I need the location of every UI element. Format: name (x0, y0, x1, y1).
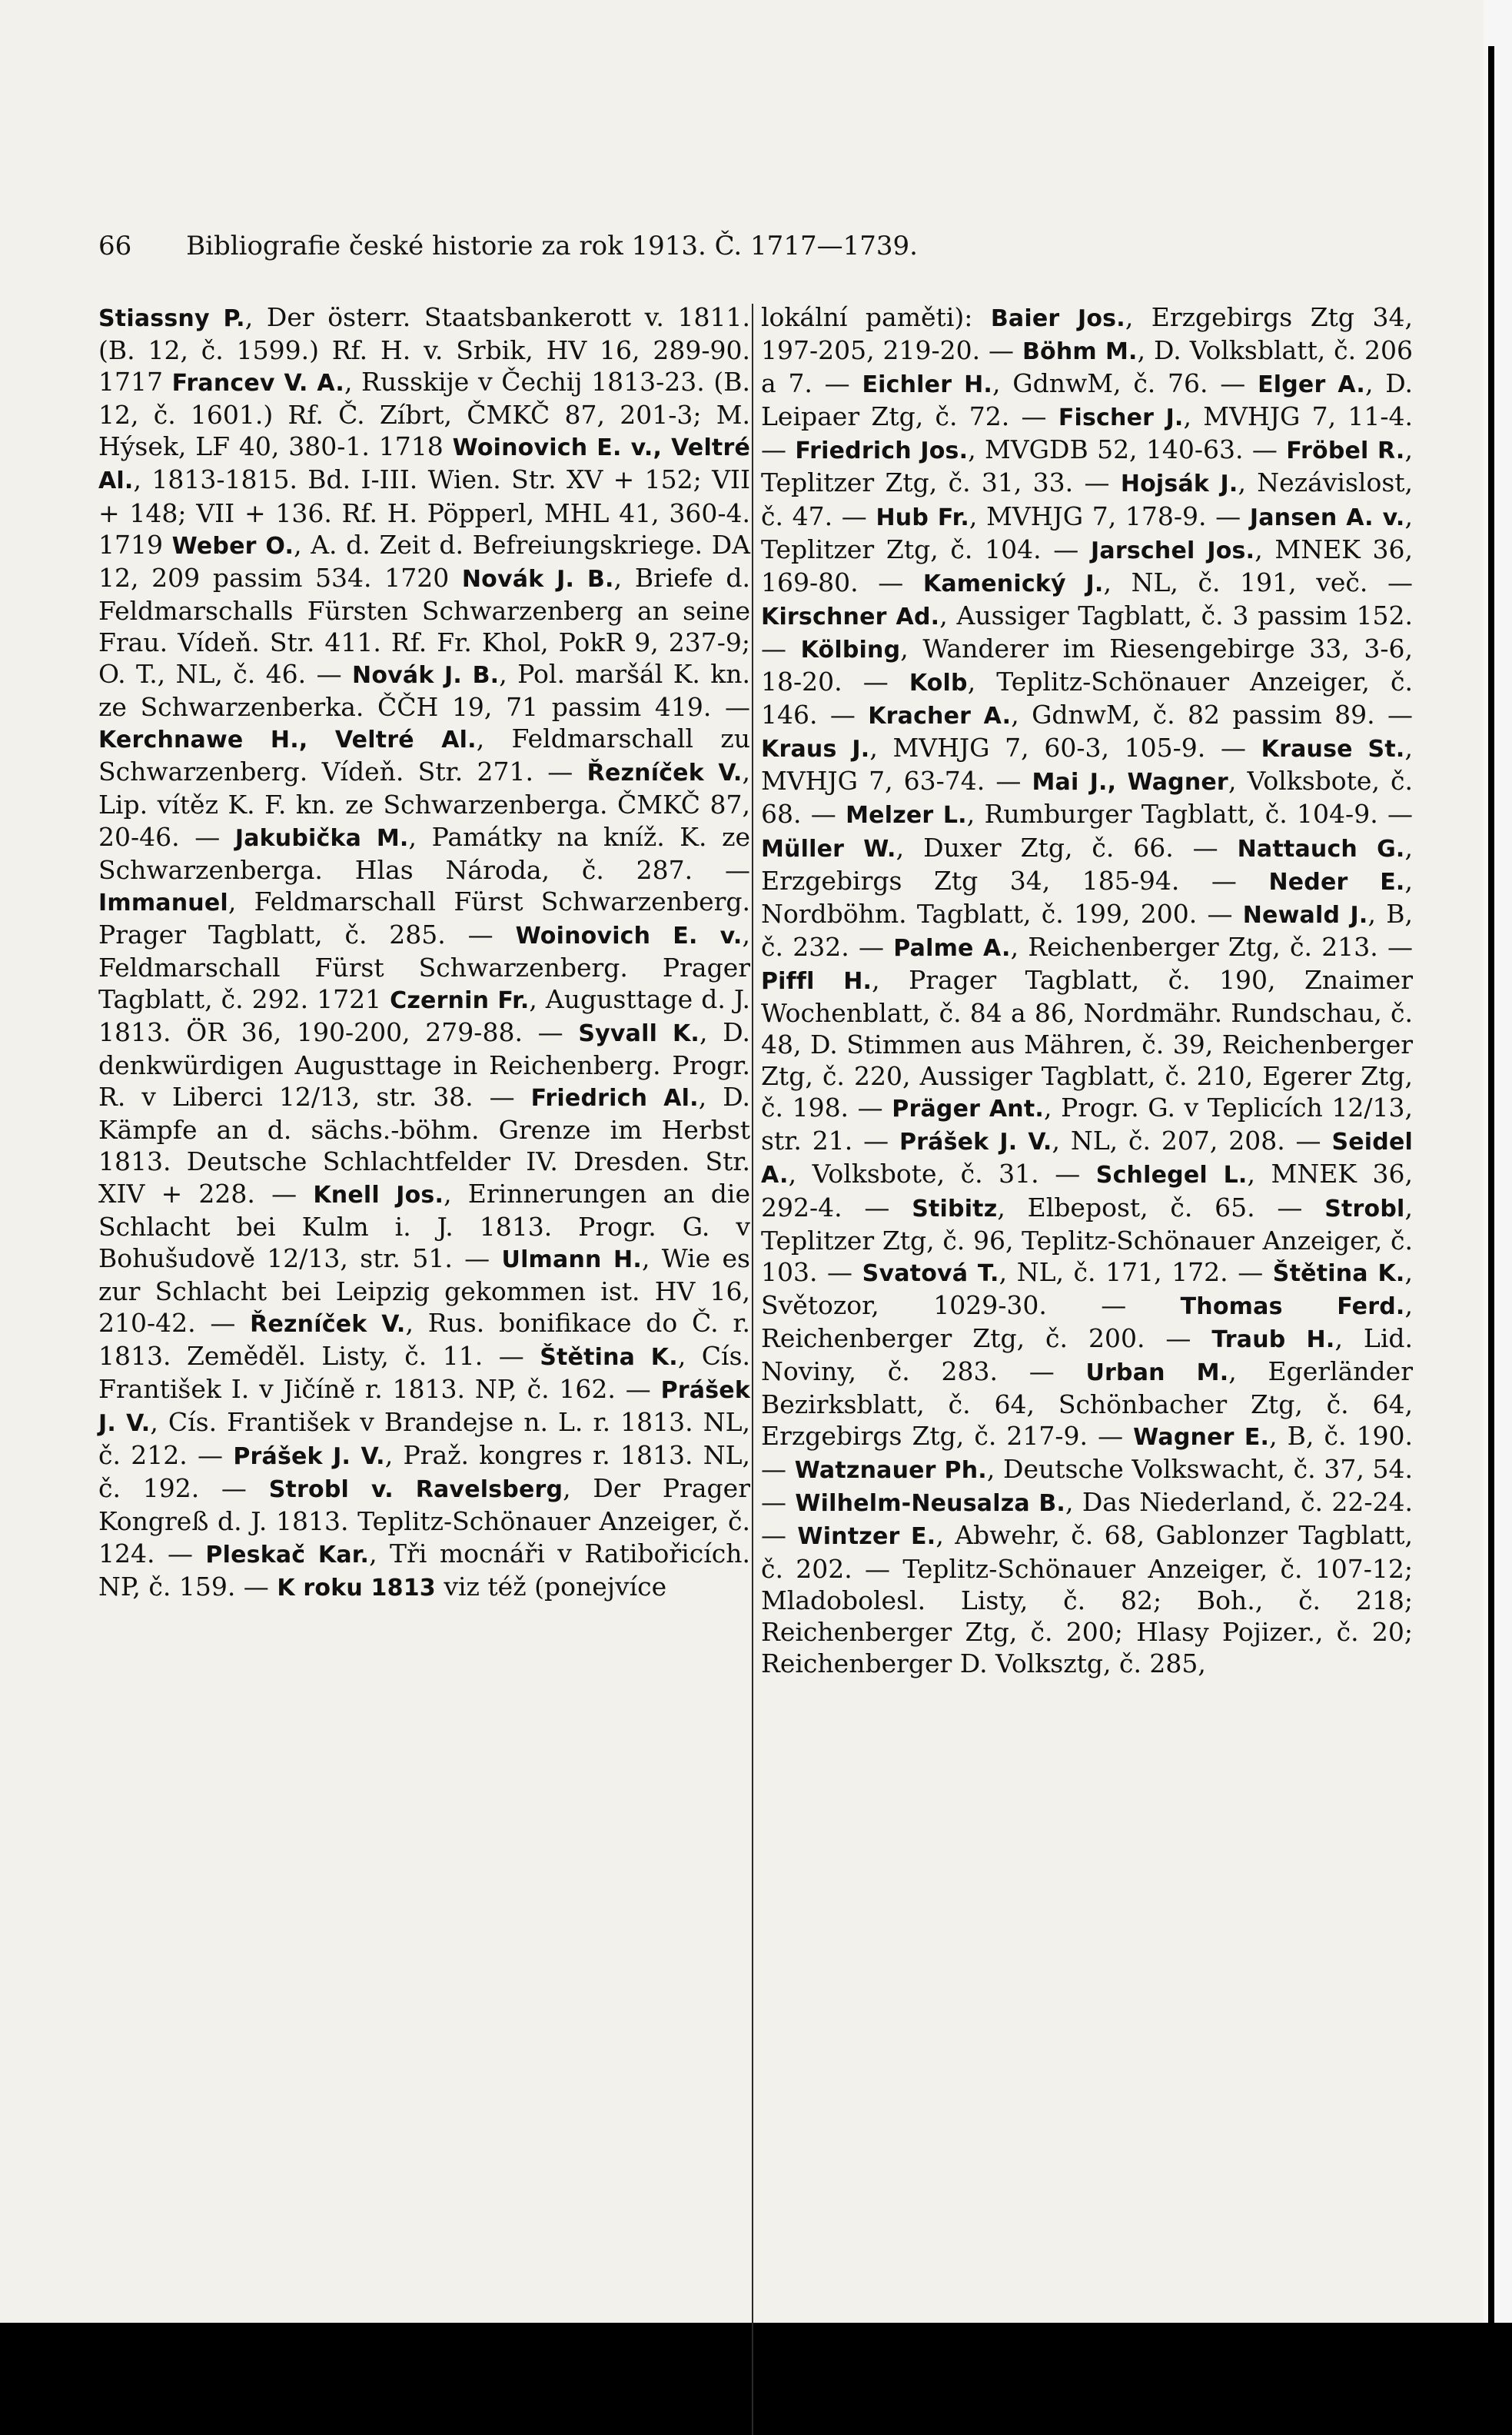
entry-author: Melzer L. (846, 802, 967, 830)
entry-citation: , D. Volksblatt, č. 206 a 7. — (761, 335, 1413, 399)
entry-author: Watznauer Ph. (794, 1457, 987, 1485)
entry-citation: , Lip. vítěz K. F. kn. ze Schwarzenberga. ČMKČ 87, 20-46. — (98, 757, 750, 852)
entry-author: Štětina K. (1272, 1259, 1405, 1287)
entry-citation: , Volksbote, č. 68. — (761, 766, 1414, 830)
entry-citation: , GdnwM, č. 82 passim 89. — (1011, 700, 1414, 730)
entry-author: Weber O. (171, 532, 294, 560)
entry-citation: , Volksbote, č. 31. — (788, 1159, 1081, 1189)
entry-author: Friedrich Al. (530, 1085, 699, 1113)
entry-citation: , Augusttage d. J. 1813. ÖR 36, 190-200, 279-88. — (98, 983, 750, 1048)
scan-edge-line (1488, 46, 1494, 2323)
entry-citation: , Erinnerungen an die Schlacht bei Kulm i. J. 1813. Progr. G. v Bohušudově 12/13, str. 51. — (98, 1178, 750, 1273)
entry-author: Kamenický J. (922, 570, 1104, 597)
entry-author: Fischer J. (1058, 404, 1184, 432)
entry-author: Kerchnawe H., Veltré Al. (98, 727, 477, 754)
entry-citation: , MNEK 36, 292-4. — (761, 1159, 1413, 1222)
entry-author: Řezníček V. (587, 760, 743, 787)
entry-author: Woinovich E. v., Veltré Al. (98, 434, 751, 495)
entry-citation: , Teplitz-Schönauer Anzeiger, č. 146. — (761, 667, 1413, 730)
entry-citation: , MVHJG 7, 11-4. — (761, 401, 1413, 465)
entry-citation: , Feldmarschall zu Schwarzenberg. Vídeň. Str. 271. — (98, 724, 750, 787)
entry-citation: , Praž. kongres r. 1813. NL, č. 192. — (98, 1440, 750, 1504)
entry-citation: , Wie es zur Schlacht bei Leipzig gekommen ist. HV 16, 210-42. — (98, 1242, 750, 1338)
entry-citation: , Památky na kníž. K. ze Schwarzenberga. Hlas Národa, č. 287. — (98, 821, 750, 885)
entry-citation: , 1813-1815. Bd. I-III. Wien. Str. XV + 152; VII + 148; VII + 136. Rf. H. Pöpperl, MHL 41, 360-4. 1719 (98, 464, 750, 560)
entry-citation: , Cís. František I. v Jičíně r. 1813. NP, č. 162. — (98, 1341, 751, 1405)
entry-author: Syvall K. (578, 1020, 700, 1048)
entry-author: Urban M. (1085, 1359, 1229, 1386)
entry-author: Řezníček V. (250, 1310, 406, 1338)
entry-author: Svatová T. (862, 1259, 999, 1287)
entry-author: Schlegel L. (1095, 1162, 1248, 1189)
entry-citation: , B, č. 232. — (761, 898, 1413, 962)
entry-citation: , Prager Tagblatt, č. 190, Znaimer Wochenblatt, č. 84 a 86, Nordmähr. Rundschau, č. 48, D. Stimmen aus Mähren, č. 39, Reichenberger Ztg, č. 220, Aussiger Tagblatt, č. 210, Egerer Ztg, č. 198. — (761, 964, 1413, 1123)
running-title: Bibliografie české historie za rok 1913. Č. 1717—1739. (186, 231, 918, 261)
left-column-text (98, 301, 750, 1604)
entry-citation: , GdnwM, č. 76. — (992, 368, 1246, 399)
entry-author: Strobl (1324, 1195, 1405, 1222)
entry-citation: , Der österr. Staatsbankerott v. 1811. (B. 12, č. 1599.) Rf. H. v. Srbik, HV 16, 289-90. 1717 (98, 302, 750, 398)
entry-citation: lokální paměti): (761, 302, 991, 332)
entry-author: Wilhelm-Neusalza B. (795, 1490, 1065, 1518)
entry-author: Stibitz (912, 1195, 998, 1222)
entry-citation: , D. Leipaer Ztg, č. 72. — (761, 368, 1413, 432)
entry-author: Strobl v. Ravelsberg (268, 1476, 563, 1504)
entry-author: Müller W. (761, 835, 896, 863)
entry-citation: , Teplitzer Ztg, č. 104. — (761, 501, 1414, 564)
entry-author: Woinovich E. v. (515, 922, 743, 950)
entry-citation: , MNEK 36, 169-80. — (761, 534, 1414, 597)
entry-author: Francev V. A. (171, 370, 344, 398)
entry-citation: , Teplitzer Ztg, č. 96, Teplitz-Schönauer Anzeiger, č. 103. — (761, 1192, 1413, 1287)
page-number: 66 (98, 231, 132, 261)
entry-author: Wagner E. (1133, 1424, 1270, 1452)
entry-citation: , B, č. 190. — (761, 1421, 1414, 1485)
entry-citation: , MVHJG 7, 178-9. — (969, 501, 1241, 531)
column-divider (752, 304, 753, 2435)
entry-citation: , Progr. G. v Teplicích 12/13, str. 21. — (761, 1093, 1413, 1156)
entry-author: Novák J. B. (352, 662, 500, 690)
entry-citation: , D. Kämpfe an d. sächs.-böhm. Grenze im Herbst 1813. Deutsche Schlachtfelder IV. Dresden. Str. XIV + 228. — (98, 1082, 750, 1209)
entry-citation: , Feldmarschall Fürst Schwarzenberg. Prager Tagblatt, č. 285. — (98, 886, 750, 950)
entry-citation: , Nezávislost, č. 47. — (761, 467, 1414, 531)
entry-citation: , Feldmarschall Fürst Schwarzenberg. Prager Tagblatt, č. 292. 1721 (98, 919, 750, 1014)
entry-author: Štětina K. (540, 1344, 678, 1371)
entry-author: Traub H. (1211, 1326, 1335, 1353)
entry-author: Präger Ant. (892, 1096, 1044, 1123)
entry-citation: , NL, č. 171, 172. — (999, 1256, 1264, 1287)
right-column (761, 301, 1413, 1679)
entry-author: Kracher A. (868, 703, 1012, 730)
entry-citation: , Der Prager Kongreß d. J. 1813. Teplitz-Schönauer Anzeiger, č. 124. — (98, 1473, 750, 1568)
entry-author: Mai J., Wagner (1032, 769, 1228, 797)
entry-author: Czernin Fr. (390, 986, 530, 1014)
entry-author: Piffl H. (761, 967, 872, 995)
entry-citation: , NL, č. 207, 208. — (1052, 1126, 1321, 1156)
entry-author: Knell Jos. (313, 1181, 444, 1209)
entry-author: Böhm M. (1022, 338, 1138, 366)
entry-author: Thomas Ferd. (1180, 1292, 1405, 1320)
entry-citation: , Erzgebirgs Ztg 34, 197-205, 219-20. — (761, 302, 1413, 366)
entry-author: Newald J. (1242, 901, 1368, 929)
entry-author: Palme A. (893, 934, 1011, 962)
entry-citation: viz též (ponejvíce (435, 1571, 667, 1602)
entry-author: Prášek J. V. (98, 1377, 750, 1438)
right-column-text (761, 301, 1413, 1679)
entry-author: Elger A. (1258, 371, 1365, 399)
entry-citation: , MVGDB 52, 140-63. — (968, 434, 1278, 465)
entry-author: Krause St. (1261, 736, 1405, 763)
entry-citation: , Cís. František v Brandejse n. L. r. 1813. NL, č. 212. — (98, 1407, 750, 1471)
entry-citation: , NL, č. 191, več. — (1103, 567, 1414, 597)
page-header (98, 231, 1328, 277)
entry-author: Seidel A. (761, 1129, 1413, 1189)
entry-author: Neder E. (1268, 868, 1405, 896)
entry-author: Ulmann H. (501, 1246, 642, 1273)
entry-citation: , Wanderer im Riesengebirge 33, 3-6, 18-20. — (761, 633, 1413, 697)
entry-author: Stiassny P. (98, 305, 245, 332)
entry-citation: , Teplitzer Ztg, č. 31, 33. — (761, 434, 1413, 498)
entry-author: Prášek J. V. (899, 1129, 1052, 1156)
entry-citation: , Duxer Ztg, č. 66. — (896, 832, 1218, 863)
entry-citation: , MVHJG 7, 60-3, 105-9. — (869, 733, 1246, 763)
entry-citation: , A. d. Zeit d. Befreiungskriege. DA 12, 209 passim 534. 1720 (98, 529, 750, 593)
entry-citation: , Das Niederland, č. 22-24. — (761, 1487, 1414, 1551)
entry-citation: , Russkije v Čechij 1813-23. (B. 12, č. 1601.) Rf. Č. Zíbrt, ČMKČ 87, 201-3; M. Hýsek, LF 40, 380-1. 1718 (98, 367, 750, 462)
entry-author: Eichler H. (862, 371, 993, 399)
entry-citation: , Lid. Noviny, č. 283. — (761, 1322, 1413, 1386)
entry-author: Nattauch G. (1237, 835, 1405, 863)
entry-author: Prášek J. V. (233, 1443, 385, 1471)
entry-citation: , D. denkwürdigen Augusttage in Reichenberg. Progr. R. v Liberci 12/13, str. 38. — (98, 1017, 750, 1113)
entry-author: Baier Jos. (990, 305, 1125, 332)
entry-author: Kolb (909, 670, 968, 697)
entry-citation: , Deutsche Volkswacht, č. 37, 54. — (761, 1454, 1413, 1518)
entry-author: Friedrich Jos. (795, 437, 969, 465)
entry-author: Jakubička M. (234, 824, 409, 852)
entry-citation: , Briefe d. Feldmarschalls Fürsten Schwarzenberg an seine Frau. Vídeň. Str. 411. Rf. Fr. Khol, PokR 9, 237-9; O. T., NL, č. 46. — (98, 562, 750, 690)
entry-citation: , Reichenberger Ztg, č. 213. — (1010, 931, 1413, 962)
entry-citation: , Erzgebirgs Ztg 34, 185-94. — (761, 832, 1413, 896)
entry-author: Jansen A. v. (1249, 504, 1405, 531)
entry-author: Wintzer E. (797, 1523, 936, 1551)
entry-citation: , Tři mocnáři v Ratibořicích. NP, č. 159. — (98, 1538, 751, 1602)
entry-author: Kraus J. (761, 736, 870, 763)
entry-citation: , Abwehr, č. 68, Gablonzer Tagblatt, č. 202. — Teplitz-Schönauer Anzeiger, č. 107-12; Mladobolesl. Listy, č. 82; Boh., č. 218; Reichenberger Ztg, č. 200; Hlasy Pojizer., č. 20; Reichenberger D. Volksztg, č. 285, (761, 1520, 1414, 1678)
entry-author: Pleskač Kar. (205, 1541, 370, 1568)
entry-citation: , Rumburger Tagblatt, č. 104-9. — (966, 799, 1413, 830)
entry-citation: , Pol. maršál K. kn. ze Schwarzenberka. ČČH 19, 71 passim 419. — (98, 659, 750, 723)
entry-author: Novák J. B. (461, 565, 614, 593)
entry-citation: , Nordböhm. Tagblatt, č. 199, 200. — (761, 865, 1413, 929)
entry-citation: , Egerländer Bezirksblatt, č. 64, Schönbacher Ztg, č. 64, Erzgebirgs Ztg, č. 217-9. — (761, 1356, 1413, 1452)
entry-author: Hojsák J. (1120, 471, 1238, 498)
entry-citation: , MVHJG 7, 63-74. — (761, 733, 1413, 797)
left-column (98, 301, 750, 1604)
entry-author: Hub Fr. (876, 504, 969, 531)
entry-citation: , Elbepost, č. 65. — (997, 1192, 1303, 1222)
entry-author: K roku 1813 (277, 1574, 436, 1602)
entry-citation: , Reichenberger Ztg, č. 200. — (761, 1289, 1413, 1353)
entry-citation: , Aussiger Tagblatt, č. 3 passim 152. — (761, 600, 1413, 664)
entry-author: Jarschel Jos. (1091, 537, 1255, 564)
entry-citation: , Světozor, 1029-30. — (761, 1256, 1413, 1320)
entry-author: Kirschner Ad. (761, 603, 940, 630)
entry-author: Immanuel (98, 889, 228, 916)
entry-author: Kölbing (800, 636, 901, 664)
entry-citation: , Rus. bonifikace do Č. r. 1813. Zeměděl. Listy, č. 11. — (98, 1307, 750, 1371)
entry-author: Fröbel R. (1286, 437, 1405, 465)
